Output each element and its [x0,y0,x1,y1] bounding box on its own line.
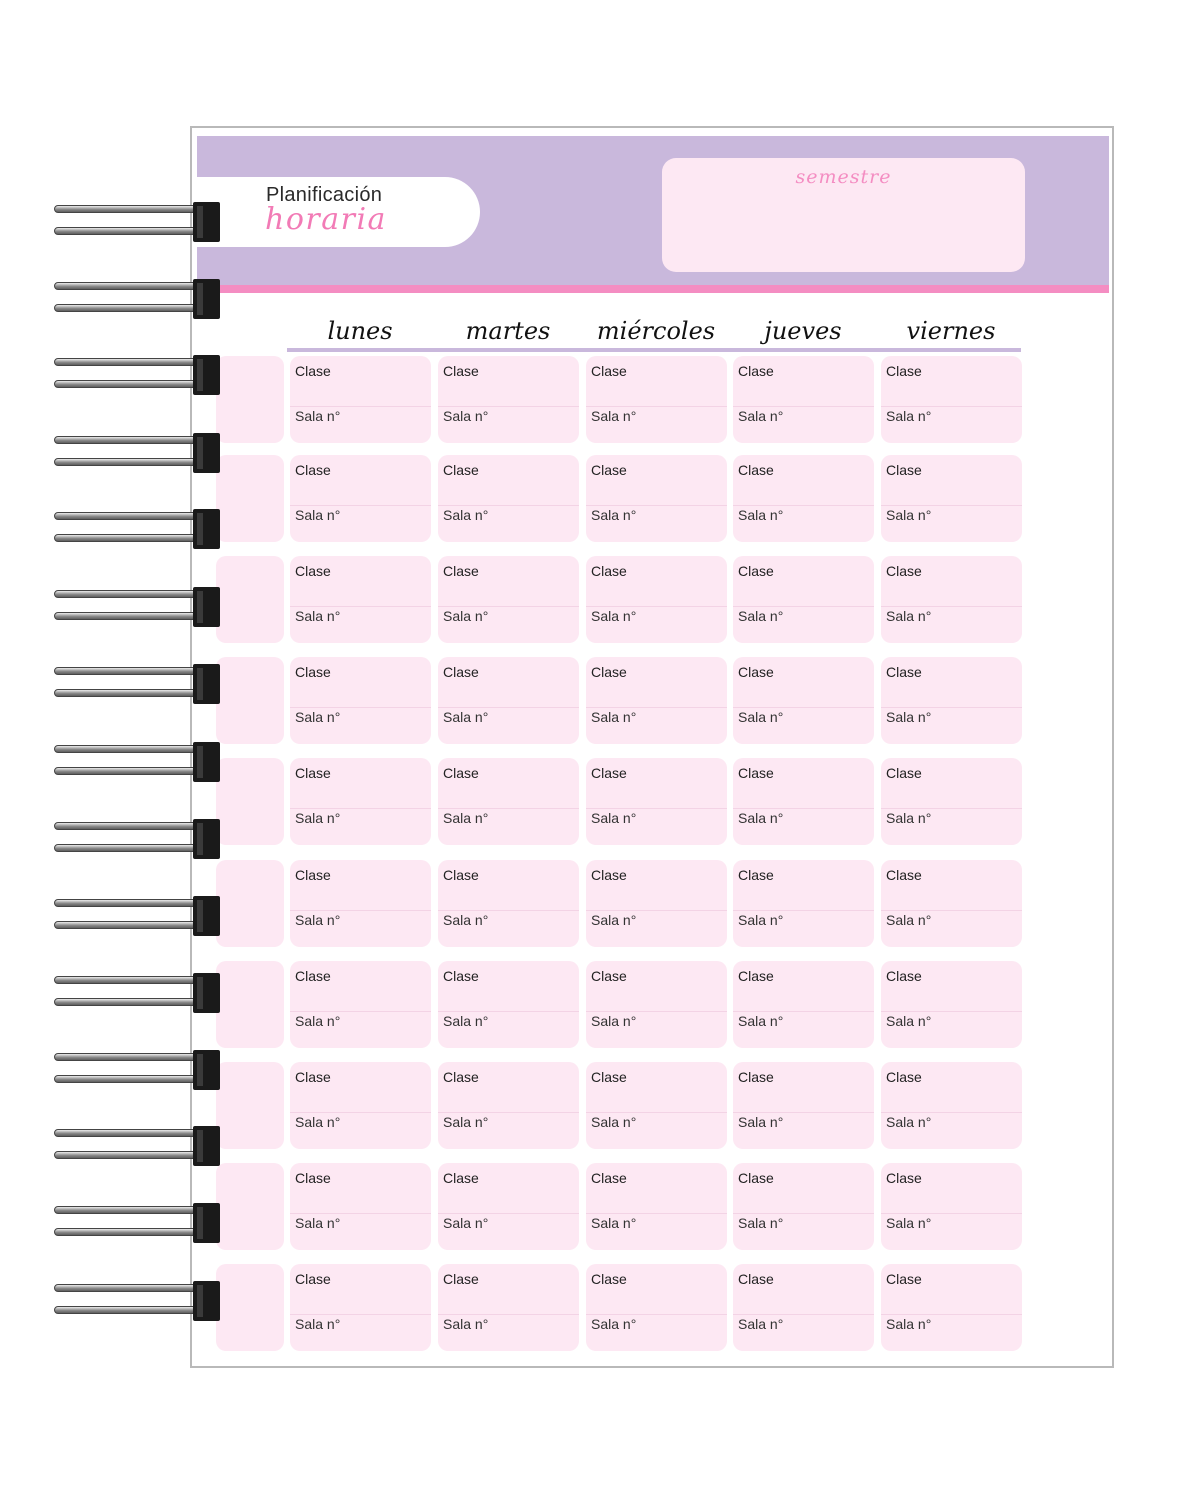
cell-divider [586,808,727,809]
cell-divider [881,808,1022,809]
room-label: Sala n° [738,1215,784,1231]
class-cell[interactable] [438,860,579,947]
day-header-1: martes [465,317,551,345]
title-line-2: horaria [265,202,387,237]
binding-ring [54,745,214,753]
class-cell[interactable] [586,860,727,947]
class-label: Clase [738,867,774,883]
time-slot-0[interactable] [216,356,284,443]
binding-ring [54,1151,214,1159]
cell-divider [586,1213,727,1214]
binding-ring [54,921,214,929]
room-label: Sala n° [738,1013,784,1029]
binding-ring [54,358,214,366]
room-label: Sala n° [591,1316,637,1332]
room-label: Sala n° [886,912,932,928]
class-cell[interactable] [586,356,727,443]
cell-divider [290,910,431,911]
room-label: Sala n° [738,912,784,928]
binding-ring [54,612,214,620]
class-cell[interactable] [290,860,431,947]
class-label: Clase [295,1271,331,1287]
binding-clip [193,279,220,319]
class-cell[interactable] [438,356,579,443]
class-label: Clase [591,462,627,478]
cell-divider [881,707,1022,708]
class-label: Clase [295,867,331,883]
room-label: Sala n° [591,608,637,624]
class-label: Clase [295,968,331,984]
class-cell[interactable] [438,455,579,542]
class-cell[interactable] [881,961,1022,1048]
room-label: Sala n° [738,1114,784,1130]
class-cell[interactable] [586,1264,727,1351]
class-label: Clase [443,462,479,478]
binding-ring [54,436,214,444]
class-cell[interactable] [881,657,1022,744]
room-label: Sala n° [443,408,489,424]
binding-ring [54,205,214,213]
class-cell[interactable] [438,556,579,643]
class-cell[interactable] [586,1163,727,1250]
cell-divider [438,1112,579,1113]
class-label: Clase [886,664,922,680]
cell-divider [290,707,431,708]
class-cell[interactable] [290,455,431,542]
binding-ring [54,458,214,466]
cell-divider [438,505,579,506]
class-cell[interactable] [290,556,431,643]
binding-clip [193,896,220,936]
cell-divider [438,1213,579,1214]
class-label: Clase [591,664,627,680]
binding-ring [54,1306,214,1314]
binding-ring [54,899,214,907]
class-label: Clase [886,968,922,984]
room-label: Sala n° [886,709,932,725]
class-label: Clase [591,765,627,781]
binding-clip [193,973,220,1013]
class-label: Clase [886,1069,922,1085]
class-cell[interactable] [290,356,431,443]
class-label: Clase [738,363,774,379]
class-label: Clase [443,563,479,579]
room-label: Sala n° [886,608,932,624]
binding-ring [54,667,214,675]
room-label: Sala n° [295,1215,341,1231]
binding-ring [54,844,214,852]
day-header-2: miércoles [596,317,716,345]
class-cell[interactable] [733,657,874,744]
class-cell[interactable] [438,1264,579,1351]
time-slot-9[interactable] [216,1264,284,1351]
cell-divider [733,1213,874,1214]
class-label: Clase [591,563,627,579]
cell-divider [290,606,431,607]
cell-divider [881,1112,1022,1113]
class-label: Clase [295,664,331,680]
room-label: Sala n° [738,810,784,826]
semester-field[interactable] [662,158,1025,272]
binding-clip [193,433,220,473]
cell-divider [881,406,1022,407]
binding-ring [54,304,214,312]
day-header-4: viernes [906,317,996,345]
binding-clip [193,1203,220,1243]
class-label: Clase [886,363,922,379]
class-cell[interactable] [438,1163,579,1250]
class-label: Clase [738,462,774,478]
room-label: Sala n° [443,912,489,928]
room-label: Sala n° [295,608,341,624]
binding-ring [54,689,214,697]
cell-divider [290,505,431,506]
room-label: Sala n° [295,709,341,725]
binding-ring [54,1129,214,1137]
time-slot-4[interactable] [216,758,284,845]
class-cell[interactable] [881,455,1022,542]
room-label: Sala n° [886,1114,932,1130]
room-label: Sala n° [591,1013,637,1029]
room-label: Sala n° [886,408,932,424]
cell-divider [290,1112,431,1113]
binding-clip [193,664,220,704]
class-label: Clase [591,1271,627,1287]
class-cell[interactable] [586,961,727,1048]
room-label: Sala n° [295,912,341,928]
cell-divider [733,707,874,708]
room-label: Sala n° [443,608,489,624]
cell-divider [881,505,1022,506]
cell-divider [438,406,579,407]
cell-divider [290,1213,431,1214]
class-label: Clase [738,563,774,579]
class-label: Clase [886,563,922,579]
class-label: Clase [591,867,627,883]
room-label: Sala n° [738,408,784,424]
cell-divider [438,606,579,607]
class-cell[interactable] [733,860,874,947]
room-label: Sala n° [591,810,637,826]
class-cell[interactable] [586,556,727,643]
cell-divider [586,910,727,911]
binding-clip [193,1281,220,1321]
cell-divider [586,1112,727,1113]
cell-divider [586,707,727,708]
class-label: Clase [295,1170,331,1186]
class-label: Clase [295,363,331,379]
binding-ring [54,976,214,984]
class-label: Clase [738,1170,774,1186]
class-label: Clase [738,664,774,680]
cell-divider [438,1314,579,1315]
binding-clip [193,509,220,549]
class-cell[interactable] [881,1264,1022,1351]
class-label: Clase [886,1271,922,1287]
class-label: Clase [443,1069,479,1085]
class-cell[interactable] [438,657,579,744]
binding-clip [193,355,220,395]
class-cell[interactable] [881,860,1022,947]
cell-divider [586,406,727,407]
binding-ring [54,1075,214,1083]
class-cell[interactable] [733,455,874,542]
class-label: Clase [738,1271,774,1287]
class-label: Clase [443,1170,479,1186]
cell-divider [881,1213,1022,1214]
class-label: Clase [443,867,479,883]
binding-clip [193,742,220,782]
class-label: Clase [738,968,774,984]
room-label: Sala n° [443,709,489,725]
header-stripe [197,285,1109,293]
room-label: Sala n° [738,709,784,725]
class-label: Clase [591,968,627,984]
class-cell[interactable] [881,356,1022,443]
binding-clip [193,1126,220,1166]
class-cell[interactable] [733,1264,874,1351]
cell-divider [290,406,431,407]
cell-divider [438,1011,579,1012]
class-label: Clase [591,1170,627,1186]
binding-clip [193,587,220,627]
class-label: Clase [886,867,922,883]
room-label: Sala n° [591,1215,637,1231]
room-label: Sala n° [591,912,637,928]
class-cell[interactable] [438,758,579,845]
day-header-0: lunes [327,317,393,345]
class-cell[interactable] [733,556,874,643]
class-label: Clase [738,765,774,781]
cell-divider [586,1314,727,1315]
class-label: Clase [591,1069,627,1085]
cell-divider [881,606,1022,607]
room-label: Sala n° [738,507,784,523]
day-header-3: jueves [764,317,842,345]
class-label: Clase [886,765,922,781]
cell-divider [733,808,874,809]
binding-ring [54,1284,214,1292]
title-line-1: Planificación [266,184,383,206]
time-slot-8[interactable] [216,1163,284,1250]
time-slot-2[interactable] [216,556,284,643]
cell-divider [733,1314,874,1315]
binding-ring [54,1228,214,1236]
binding-ring [54,227,214,235]
room-label: Sala n° [886,1013,932,1029]
class-cell[interactable] [290,1163,431,1250]
room-label: Sala n° [591,709,637,725]
binding-ring [54,767,214,775]
cell-divider [733,910,874,911]
room-label: Sala n° [443,1114,489,1130]
room-label: Sala n° [443,1316,489,1332]
room-label: Sala n° [443,810,489,826]
class-cell[interactable] [881,1163,1022,1250]
room-label: Sala n° [886,1316,932,1332]
class-label: Clase [443,968,479,984]
binding-ring [54,380,214,388]
room-label: Sala n° [738,608,784,624]
room-label: Sala n° [443,507,489,523]
cell-divider [733,606,874,607]
binding-clip [193,819,220,859]
class-label: Clase [295,1069,331,1085]
class-cell[interactable] [733,961,874,1048]
room-label: Sala n° [295,507,341,523]
room-label: Sala n° [295,1114,341,1130]
cell-divider [290,1314,431,1315]
class-label: Clase [443,765,479,781]
binding-clip [193,1050,220,1090]
class-label: Clase [295,563,331,579]
day-header-underline [287,348,1021,352]
class-cell[interactable] [586,1062,727,1149]
cell-divider [733,406,874,407]
cell-divider [438,707,579,708]
class-cell[interactable] [733,356,874,443]
class-label: Clase [591,363,627,379]
room-label: Sala n° [591,1114,637,1130]
binding-ring [54,822,214,830]
class-cell[interactable] [290,657,431,744]
room-label: Sala n° [443,1013,489,1029]
room-label: Sala n° [886,810,932,826]
cell-divider [733,1011,874,1012]
room-label: Sala n° [591,507,637,523]
class-cell[interactable] [290,1062,431,1149]
room-label: Sala n° [886,507,932,523]
cell-divider [586,1011,727,1012]
class-cell[interactable] [733,758,874,845]
cell-divider [881,1314,1022,1315]
binding-ring [54,534,214,542]
class-label: Clase [886,1170,922,1186]
binding-clip [193,202,220,242]
time-slot-1[interactable] [216,455,284,542]
cell-divider [733,505,874,506]
time-slot-7[interactable] [216,1062,284,1149]
cell-divider [290,808,431,809]
time-slot-5[interactable] [216,860,284,947]
binding-ring [54,590,214,598]
class-cell[interactable] [586,758,727,845]
cell-divider [438,910,579,911]
cell-divider [586,606,727,607]
binding-ring [54,998,214,1006]
room-label: Sala n° [295,1013,341,1029]
class-cell[interactable] [733,1062,874,1149]
room-label: Sala n° [443,1215,489,1231]
class-cell[interactable] [586,657,727,744]
cell-divider [881,1011,1022,1012]
class-cell[interactable] [438,961,579,1048]
cell-divider [733,1112,874,1113]
class-cell[interactable] [881,556,1022,643]
class-cell[interactable] [881,1062,1022,1149]
binding-ring [54,512,214,520]
class-cell[interactable] [438,1062,579,1149]
class-cell[interactable] [290,758,431,845]
room-label: Sala n° [738,1316,784,1332]
semester-label: semestre [795,166,892,188]
class-cell[interactable] [586,455,727,542]
room-label: Sala n° [295,408,341,424]
binding-ring [54,1053,214,1061]
cell-divider [586,505,727,506]
cell-divider [881,910,1022,911]
room-label: Sala n° [295,1316,341,1332]
class-label: Clase [443,664,479,680]
time-slot-3[interactable] [216,657,284,744]
class-cell[interactable] [733,1163,874,1250]
cell-divider [438,808,579,809]
binding-ring [54,1206,214,1214]
class-label: Clase [738,1069,774,1085]
class-label: Clase [443,363,479,379]
class-label: Clase [295,765,331,781]
room-label: Sala n° [886,1215,932,1231]
class-cell[interactable] [290,961,431,1048]
room-label: Sala n° [295,810,341,826]
time-slot-6[interactable] [216,961,284,1048]
class-label: Clase [443,1271,479,1287]
class-label: Clase [886,462,922,478]
binding-ring [54,282,214,290]
class-label: Clase [295,462,331,478]
class-cell[interactable] [290,1264,431,1351]
room-label: Sala n° [591,408,637,424]
class-cell[interactable] [881,758,1022,845]
cell-divider [290,1011,431,1012]
